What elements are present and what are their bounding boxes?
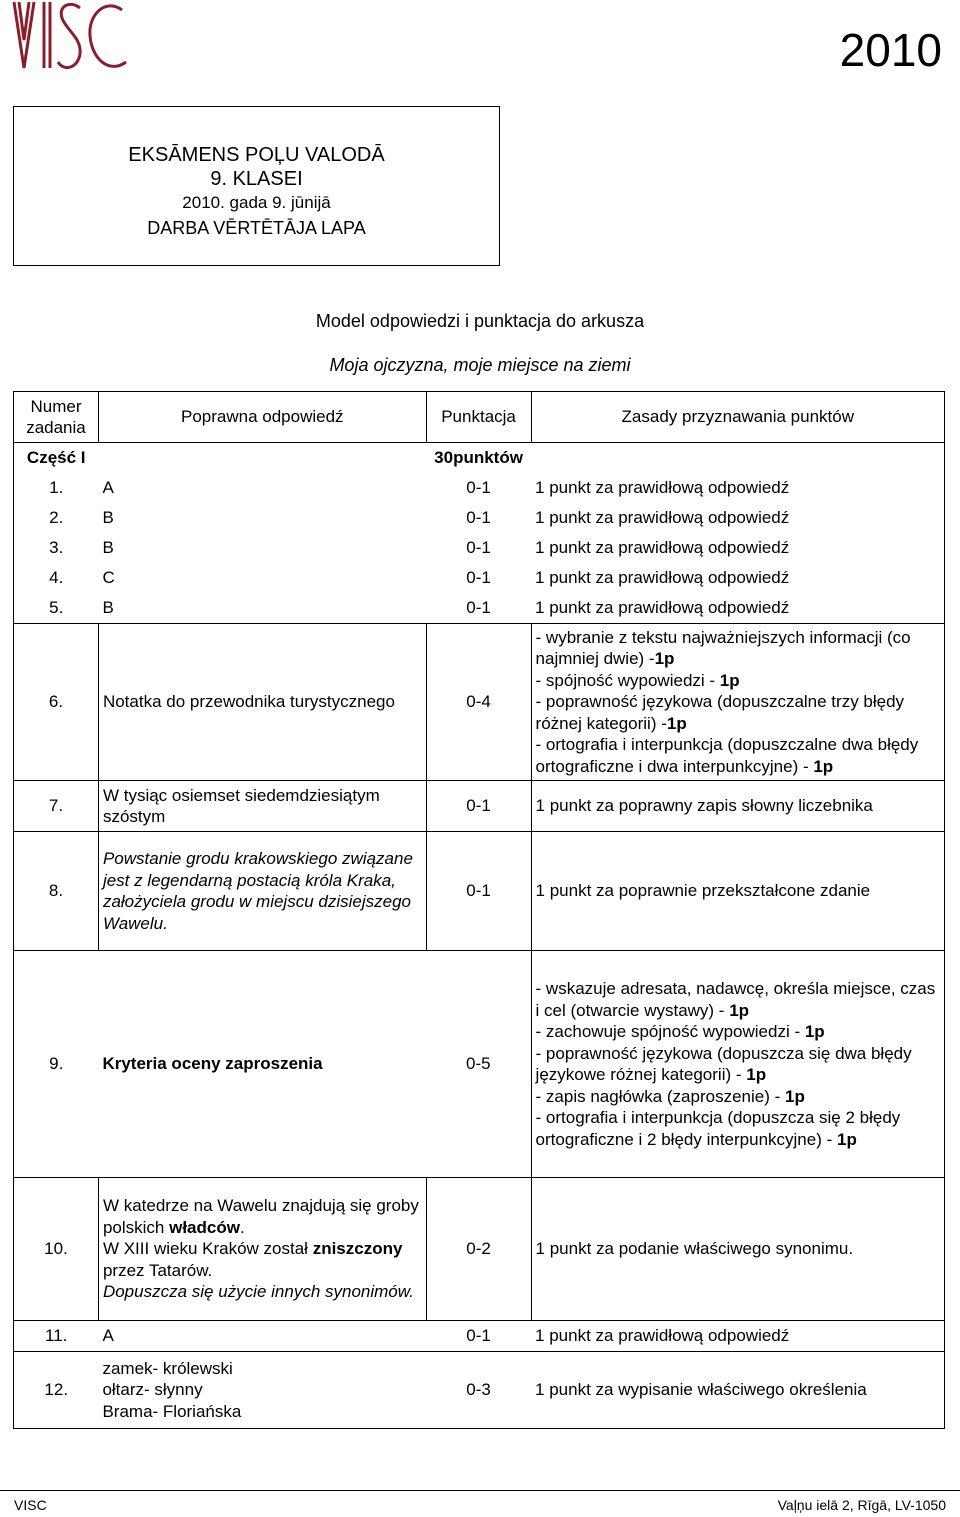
footer-left: VISC xyxy=(14,1497,47,1513)
table-row xyxy=(14,563,945,593)
row-points: 0-1 xyxy=(426,832,531,951)
row-rules: 1 punkt za poprawny zapis słowny liczebnika xyxy=(531,781,944,832)
section-row xyxy=(14,443,945,474)
row-answer: W katedrze na Wawelu znajdują się groby polskich władców. W XIII wieku Kraków został zniszczony przez Tatarów. Dopuszcza się użycie innych synonimów. xyxy=(98,1178,426,1321)
row-points: 0-2 xyxy=(426,1178,531,1321)
row-number: 3. xyxy=(14,533,99,563)
row-answer: A xyxy=(102,478,114,498)
row-number: 7. xyxy=(14,781,99,832)
row-rules: 1 punkt za wypisanie właściwego określenia xyxy=(531,1352,944,1429)
table-row xyxy=(14,593,945,624)
sheet-type: DARBA VĒRTĒTĀJA LAPA xyxy=(147,218,366,238)
exam-date: 2010. gada 9. jūnijā xyxy=(182,193,331,212)
table-row xyxy=(14,781,945,832)
row-answer: W tysiąc osiemset siedemdziesiątym szóstym xyxy=(98,781,426,832)
row-rules: 1 punkt za prawidłową odpowiedź xyxy=(531,1321,944,1352)
table-row xyxy=(14,951,945,1178)
row-number: 4. xyxy=(14,563,99,593)
footer-right: Vaļņu ielā 2, Rīgā, LV-1050 xyxy=(777,1497,946,1513)
scoring-table xyxy=(13,391,945,1429)
row-points: 0-1 xyxy=(426,1321,531,1352)
section-label: Część I xyxy=(14,443,99,474)
table-header-row xyxy=(14,392,945,443)
row-points: 0-5 xyxy=(426,951,531,1178)
row-rules: 1 punkt za prawidłową odpowiedź xyxy=(531,533,944,563)
row-points: 0-1 xyxy=(426,781,531,832)
row-number: 11. xyxy=(14,1321,99,1352)
row-points: 0-1 xyxy=(466,598,491,618)
row-rules: - wybranie z tekstu najważniejszych informacji (co najmniej dwie) -1p - spójność wypowiedzi - 1p - poprawność językowa (dopuszczalne trzy błędy różnej kategorii) -1p - ortografia i interpunkcja (dopuszczalne dwa błędy ortograficzne i dwa interpunkcyjne) - 1p xyxy=(531,624,944,781)
row-answer: Kryteria oceny zaproszenia xyxy=(98,951,426,1178)
row-rules: 1 punkt za poprawnie przekształcone zdanie xyxy=(531,832,944,951)
row-rules: 1 punkt za prawidłową odpowiedź xyxy=(531,503,944,533)
exam-class: 9. KLASEI xyxy=(210,168,303,190)
row-answer: A xyxy=(98,1321,426,1352)
table-row xyxy=(14,503,945,533)
row-number: 10. xyxy=(14,1178,99,1321)
row-points: 0-1 xyxy=(466,478,491,498)
row-answer: zamek- królewski ołtarz- słynny Brama- Floriańska xyxy=(98,1352,426,1429)
visc-logo xyxy=(10,0,140,78)
row-points: 0-4 xyxy=(426,624,531,781)
row-points: 0-1 xyxy=(466,508,491,528)
visc-logo-graphic xyxy=(10,0,140,78)
row-answer xyxy=(98,624,426,781)
table-row xyxy=(14,832,945,951)
header-rules: Zasady przyznawania punktów xyxy=(531,392,944,443)
table-row xyxy=(14,1321,945,1352)
row-answer: Powstanie grodu krakowskiego związane jest z legendarną postacią króla Kraka, założyciela grodu w miejscu dzisiejszego Wawelu. xyxy=(98,832,426,951)
header-answer: Poprawna odpowiedź xyxy=(98,392,426,443)
row-points: 0-1 xyxy=(466,538,491,558)
logo-text: VISC xyxy=(10,0,13,1)
row-points: 0-3 xyxy=(426,1352,531,1429)
row-answer: B xyxy=(102,508,114,528)
row-rules: 1 punkt za prawidłową odpowiedź xyxy=(531,473,944,503)
model-heading: Model odpowiedzi i punktacja do arkusza xyxy=(315,311,645,331)
exam-title: EKSĀMENS POĻU VALODĀ xyxy=(128,144,385,166)
table-row xyxy=(14,473,945,503)
row-answer: C xyxy=(102,568,115,588)
row-rules: 1 punkt za prawidłową odpowiedź xyxy=(531,563,944,593)
section-points: 30punktów xyxy=(434,448,523,468)
year-label: 2010 xyxy=(839,24,942,76)
title-box xyxy=(13,106,500,266)
row-rules: 1 punkt za prawidłową odpowiedź xyxy=(531,593,944,624)
row-number: 1. xyxy=(14,473,99,503)
table-row xyxy=(14,1178,945,1321)
row-points: 0-1 xyxy=(466,568,491,588)
footer-divider xyxy=(0,1490,960,1491)
answer-text: Notatka do przewodnika turystycznego xyxy=(102,692,395,712)
table-row xyxy=(14,533,945,563)
row-number: 5. xyxy=(14,593,99,624)
sheet-subtitle: Moja ojczyzna, moje miejsce na ziemi xyxy=(329,355,631,375)
header-number: Numer zadania xyxy=(14,392,99,443)
table-row xyxy=(14,1352,945,1429)
row-number: 2. xyxy=(14,503,99,533)
table-row xyxy=(14,624,945,781)
row-rules: - wskazuje adresata, nadawcę, określa miejsce, czas i cel (otwarcie wystawy) - 1p - zachowuje spójność wypowiedzi - 1p - poprawność językowa (dopuszcza się dwa błędy językowe różnej kategorii) - 1p - zapis nagłówka (zaproszenie) - 1p - ortografia i interpunkcja (dopuszcza się 2 błędy ortograficzne i 2 błędy interpunkcyjne) - 1p xyxy=(531,951,944,1178)
row-number: 12. xyxy=(14,1352,99,1429)
row-rules: 1 punkt za podanie właściwego synonimu. xyxy=(531,1178,944,1321)
header-points: Punktacja xyxy=(426,392,531,443)
row-number: 8. xyxy=(14,832,99,951)
row-answer: B xyxy=(102,598,114,618)
row-answer: B xyxy=(102,538,114,558)
row-number: 6. xyxy=(14,624,99,781)
row-number: 9. xyxy=(14,951,99,1178)
